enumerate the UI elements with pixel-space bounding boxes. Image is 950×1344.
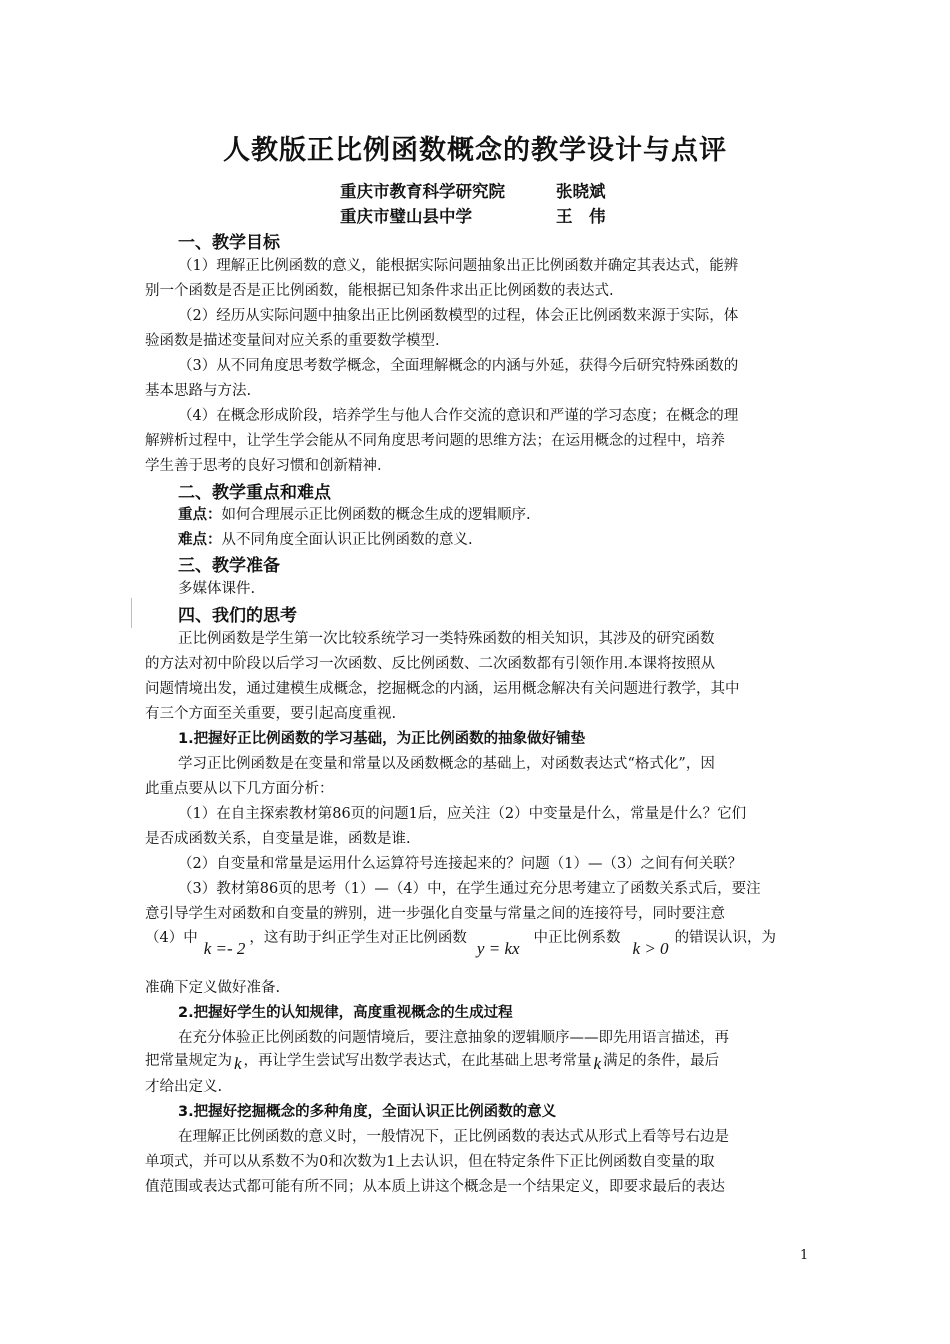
difficulty-line bbox=[178, 528, 844, 549]
author-line-2 bbox=[340, 203, 606, 227]
author-org: 重庆市教育科学研究院 bbox=[340, 182, 505, 201]
page-title: 人教版正比例函数概念的教学设计与点评 bbox=[223, 135, 727, 166]
text-run: 把常量规定为 bbox=[145, 1053, 232, 1069]
paragraph-line: 单项式，并可以从系数不为0和次数为1上去认识，但在特定条件下正比例函数自变量的取 bbox=[145, 1154, 715, 1170]
paragraph-line-with-math bbox=[145, 926, 811, 958]
paragraph-line: 在理解正比例函数的意义时，一般情况下，正比例函数的表达式从形式上看等号右边是 bbox=[178, 1129, 729, 1145]
text-run: ，这有助于纠正学生对正比例函数 bbox=[249, 930, 467, 946]
paragraph-line: （1）理解正比例函数的意义，能根据实际问题抽象出正比例函数并确定其表达式，能辨 bbox=[178, 258, 739, 274]
math-k: k bbox=[593, 1054, 602, 1073]
author-name: 王 伟 bbox=[556, 207, 606, 226]
key-point-text: 如何合理展示正比例函数的概念生成的逻辑顺序. bbox=[221, 507, 531, 523]
author-name: 张晓斌 bbox=[556, 182, 606, 201]
paragraph-line: 基本思路与方法. bbox=[145, 383, 252, 399]
paragraph-line: 在充分体验正比例函数的问题情境后，要注意抽象的逻辑顺序——即先用语言描述，再 bbox=[178, 1030, 729, 1046]
paragraph-line-with-math bbox=[145, 1049, 811, 1073]
paragraph-line: 正比例函数是学生第一次比较系统学习一类特殊函数的相关知识，其涉及的研究函数 bbox=[178, 631, 715, 647]
paragraph-line: 解辨析过程中，让学生学会能从不同角度思考问题的思维方法；在运用概念的过程中，培养 bbox=[145, 433, 725, 449]
paragraph-line: 才给出定义. bbox=[145, 1079, 223, 1095]
author-org: 重庆市璧山县中学 bbox=[340, 207, 472, 226]
paragraph-line: （1）在自主探索教材第86页的问题1后，应关注（2）中变量是什么，常量是什么？它们 bbox=[178, 806, 747, 822]
key-point-line bbox=[178, 503, 844, 524]
text-run: ，再让学生尝试写出数学表达式，在此基础上思考常量 bbox=[243, 1053, 592, 1069]
section-heading-key-points: 二、教学重点和难点 bbox=[178, 483, 331, 503]
paragraph-line: 多媒体课件. bbox=[178, 581, 256, 597]
section-heading-goals: 一、教学目标 bbox=[178, 233, 280, 253]
paragraph-line: 值范围或表达式都可能有所不同；从本质上讲这个概念是一个结果定义，即要求最后的表达 bbox=[145, 1179, 725, 1195]
paragraph-line: 问题情境出发，通过建模生成概念，挖掘概念的内涵，运用概念解决有关问题进行教学，其中 bbox=[145, 681, 740, 697]
author-line-1 bbox=[340, 178, 606, 202]
paragraph-line: 别一个函数是否是正比例函数，能根据已知条件求出正比例函数的表达式. bbox=[145, 283, 614, 299]
paragraph-line: 是否成函数关系，自变量是谁，函数是谁. bbox=[145, 831, 411, 847]
math-k-gt-0: k > 0 bbox=[632, 939, 669, 958]
text-run: 中正比例系数 bbox=[533, 930, 621, 946]
difficulty-text: 从不同角度全面认识正比例函数的意义. bbox=[221, 532, 473, 548]
subheading-2: 2.把握好学生的认知规律，高度重视概念的生成过程 bbox=[178, 1005, 513, 1021]
math-k-eq-neg2: k =- 2 bbox=[203, 939, 246, 958]
difficulty-label: 难点： bbox=[178, 532, 222, 548]
paragraph-line: （2）经历从实际问题中抽象出正比例函数模型的过程，体会正比例函数来源于实际，体 bbox=[178, 308, 739, 324]
key-point-label: 重点： bbox=[178, 507, 222, 523]
text-run: 的错误认识，为 bbox=[674, 930, 777, 946]
subheading-1: 1.把握好正比例函数的学习基础，为正比例函数的抽象做好铺垫 bbox=[178, 731, 586, 747]
page-number: 1 bbox=[800, 1248, 809, 1263]
math-y-eq-kx: y = kx bbox=[476, 939, 520, 958]
paragraph-line: （3）从不同角度思考数学概念，全面理解概念的内涵与外延，获得今后研究特殊函数的 bbox=[178, 358, 739, 374]
subheading-3: 3.把握好挖掘概念的多种角度，全面认识正比例函数的意义 bbox=[178, 1104, 557, 1120]
text-run: 满足的条件，最后 bbox=[603, 1053, 720, 1069]
text-run: （4）中 bbox=[145, 930, 198, 946]
paragraph-line: 有三个方面至关重要，要引起高度重视. bbox=[145, 706, 397, 722]
paragraph-line: （2）自变量和常量是运用什么运算符号连接起来的？问题（1）—（3）之间有何关联？ bbox=[178, 856, 743, 872]
paragraph-line: （4）在概念形成阶段，培养学生与他人合作交流的意识和严谨的学习态度；在概念的理 bbox=[178, 408, 739, 424]
paragraph-line: 意引导学生对函数和自变量的辨别，进一步强化自变量与常量之间的连接符号，同时要注意 bbox=[145, 906, 725, 922]
margin-mark bbox=[131, 598, 132, 628]
section-heading-thinking: 四、我们的思考 bbox=[178, 606, 297, 626]
paragraph-line: 学习正比例函数是在变量和常量以及函数概念的基础上，对函数表达式“格式化”，因 bbox=[178, 756, 715, 772]
math-k: k bbox=[234, 1054, 242, 1073]
paragraph-line: 准确下定义做好准备. bbox=[145, 980, 281, 996]
paragraph-line: 此重点要从以下几方面分析： bbox=[145, 781, 334, 797]
section-heading-preparation: 三、教学准备 bbox=[178, 556, 280, 576]
paragraph-line: 学生善于思考的良好习惯和创新精神. bbox=[145, 458, 382, 474]
paragraph-line: 验函数是描述变量间对应关系的重要数学模型. bbox=[145, 333, 440, 349]
paragraph-line: 的方法对初中阶段以后学习一次函数、反比例函数、二次函数都有引领作用.本课将按照从 bbox=[145, 656, 716, 672]
paragraph-line: （3）教材第86页的思考（1）—（4）中，在学生通过充分思考建立了函数关系式后，要注 bbox=[178, 881, 761, 897]
